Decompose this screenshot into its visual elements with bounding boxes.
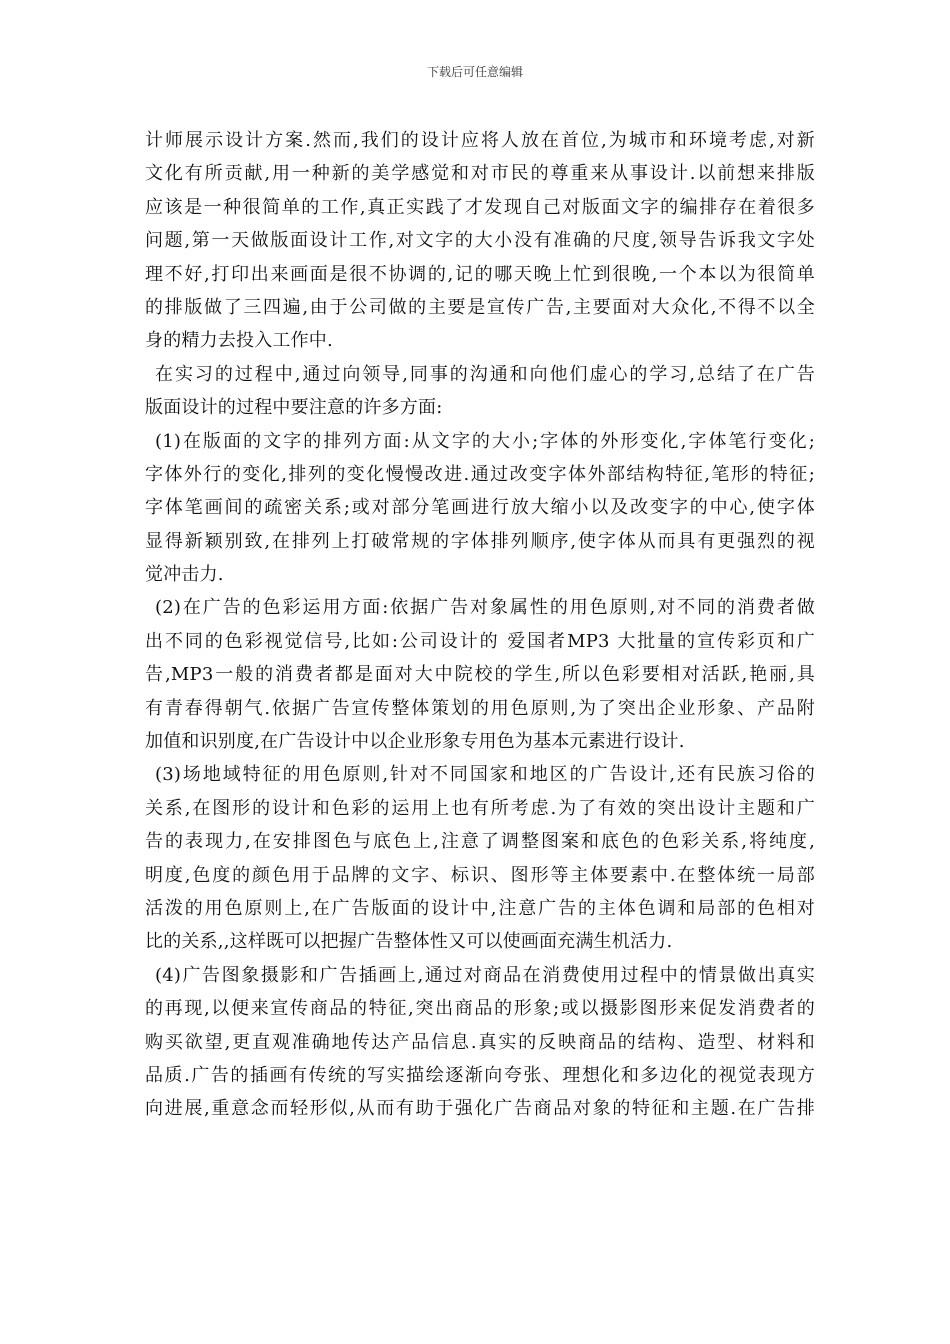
page-header: 下载后可任意编辑 (426, 65, 523, 79)
text-line: 显得新颖别致,在排列上打破常规的字体排列顺序,使字体从而具有更强烈的视 (145, 530, 815, 552)
text-line: (4)广告图象摄影和广告插画上,通过对商品在消费使用过程中的情景做出真实 (155, 964, 815, 986)
text-line: 在实习的过程中,通过向领导,同事的沟通和向他们虚心的学习,总结了在广告 (155, 363, 815, 385)
text-line: 计师展示设计方案.然而,我们的设计应将人放在首位,为城市和环境考虑,对新 (145, 130, 815, 151)
text-line: 明度,色度的颜色用于品牌的文字、标识、图形等主体要素中.在整体统一局部 (145, 864, 815, 886)
text-line: 问题,第一天做版面设计工作,对文字的大小没有准确的尺度,领导告诉我文字处 (145, 230, 815, 252)
text-line: 应该是一种很简单的工作,真正实践了才发现自己对版面文字的编排存在着很多 (145, 196, 815, 218)
text-line: 告的表现力,在安排图色与底色上,注意了调整图案和底色的色彩关系,将纯度, (145, 831, 815, 853)
text-line: 版面设计的过程中要注意的许多方面: (145, 397, 443, 419)
text-line: 购买欲望,更直观准确地传达产品信息.真实的反映商品的结构、造型、材料和 (145, 1031, 815, 1053)
text-line: 向进展,重意念而轻形似,从而有助于强化广告商品对象的特征和主题.在广告排 (145, 1098, 815, 1120)
text-line: (3)场地域特征的用色原则,针对不同国家和地区的广告设计,还有民族习俗的 (155, 764, 815, 786)
text-line: (1)在版面的文字的排列方面:从文字的大小;字体的外形变化,字体笔行变化; (155, 430, 815, 452)
text-line: 比的关系,,这样既可以把握广告整体性又可以使画面充满生机活力. (145, 931, 673, 953)
text-line: 字体笔画间的疏密关系;或对部分笔画进行放大缩小以及改变字的中心,使字体 (145, 497, 815, 519)
text-line: 加值和识别度,在广告设计中以企业形象专用色为基本元素进行设计. (145, 731, 685, 753)
text-line: 有青春得朝气.依据广告宣传整体策划的用色原则,为了突出企业形象、产品附 (145, 697, 815, 719)
text-line: 出不同的色彩视觉信号,比如:公司设计的 爱国者MP3 大批量的宣传彩页和广 (145, 630, 815, 652)
text-line: 身的精力去投入工作中. (145, 330, 333, 352)
text-line: (2)在广告的色彩运用方面:依据广告对象属性的用色原则,对不同的消费者做 (155, 597, 815, 619)
text-line: 活泼的用色原则上,在广告版面的设计中,注意广告的主体色调和局部的色相对 (145, 897, 815, 919)
text-line: 觉冲击力. (145, 564, 224, 586)
text-line: 字体外行的变化,排列的变化慢慢改进.通过改变字体外部结构特征,笔形的特征; (145, 463, 815, 485)
text-line: 的再现,以便来宣传商品的特征,突出商品的形象;或以摄影图形来促发消费者的 (145, 998, 815, 1020)
text-line: 理不好,打印出来画面是很不协调的,记的哪天晚上忙到很晚,一个本以为很简单 (145, 263, 815, 285)
text-line: 品质.广告的插画有传统的写实描绘逐渐向夸张、理想化和多边化的视觉表现方 (145, 1064, 815, 1086)
text-line: 告,MP3一般的消费者都是面对大中院校的学生,所以色彩要相对活跃,艳丽,具 (145, 664, 815, 686)
document-body (145, 124, 815, 1126)
text-line: 关系,在图形的设计和色彩的运用上也有所考虑.为了有效的突出设计主题和广 (145, 797, 815, 819)
text-line: 文化有所贡献,用一种新的美学感觉和对市民的尊重来从事设计.以前想来排版 (145, 163, 815, 185)
text-line: 的排版做了三四遍,由于公司做的主要是宣传广告,主要面对大众化,不得不以全 (145, 296, 815, 318)
